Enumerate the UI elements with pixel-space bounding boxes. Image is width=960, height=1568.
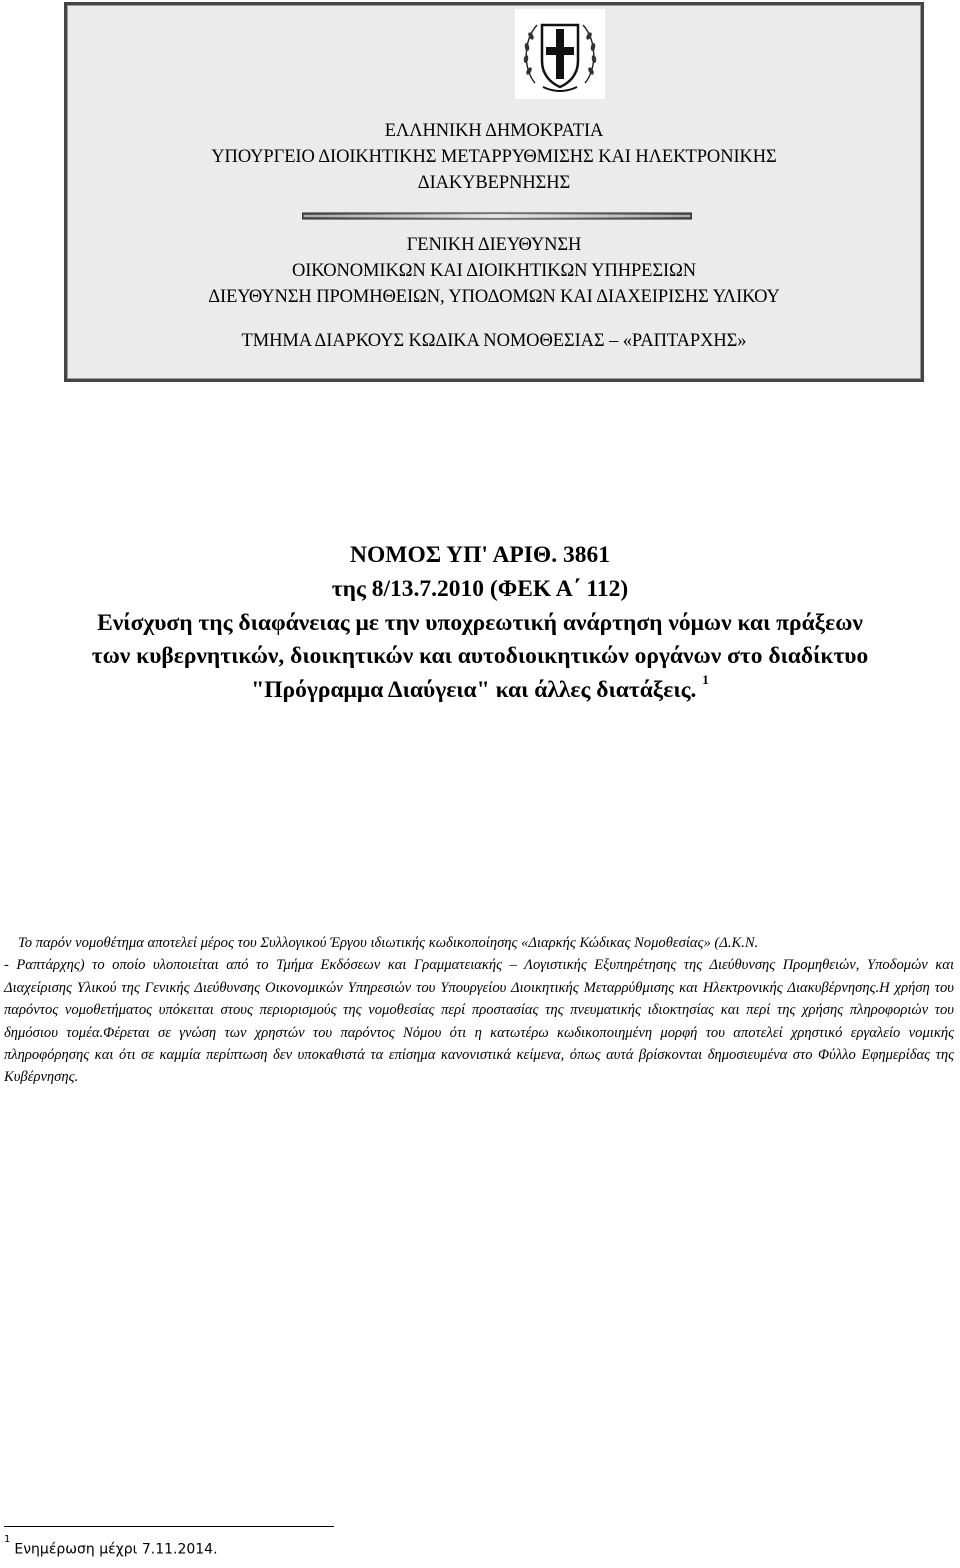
law-title-line2: των κυβερνητικών, διοικητικών και αυτοδιοικητικών οργάνων στο διαδίκτυο bbox=[91, 643, 869, 669]
footnote-separator bbox=[4, 1526, 334, 1527]
footnote bbox=[4, 1534, 218, 1558]
disclaimer-body: - Ραπτάρχης) το οποίο υλοποιείται από το Τμήμα Εκδόσεων και Γραμματειακής – Λογιστικής Εξυπηρέτησης της Διεύθυνσης Προμηθειών, Υποδομών και Διαχείρισης Υλικού της Γενικής Διεύθυνσης Οικονομικών Υπηρεσιών του Υπουργείου Διοικητικής Μεταρρύθμισης και Ηλεκτρονικής Διακυβέρνησης.Η χρήση του παρόντος νομοθετήματος υπόκειται στους περιορισμούς της νομοθεσίας περί προστασίας της πνευματικής ιδιοκτησίας και περί της χρήσης πληροφοριών του δημόσιου τομέα.Φέρεται σε γνώση των χρηστών του παρόντος Νόμου ότι η κατωτέρω κωδικοποιημένη μορφή του αποτελεί χρηστικό εργαλείο νομικής πληροφόρησης και ότι σε καμμία περίπτωση δεν υποκαθιστά τα επίσημα κανονιστικά κείμενα, όπως αυτά βρίσκονται δημοσιευμένα στο Φύλλο Εφημερίδας της Κυβέρνησης. bbox=[4, 957, 954, 1086]
header-general-directorate: ΓΕΝΙΚΗ ΔΙΕΥΘΥΝΣΗ bbox=[406, 235, 582, 255]
footnote-number: 1 bbox=[4, 1534, 11, 1545]
header-directorate: ΔΙΕΥΘΥΝΣΗ ΠΡΟΜΗΘΕΙΩΝ, ΥΠΟΔΟΜΩΝ ΚΑΙ ΔΙΑΧΕΙΡΙΣΗΣ ΥΛΙΚΟΥ bbox=[208, 287, 780, 307]
law-title-line3 bbox=[0, 672, 960, 704]
footnote-reference[interactable]: 1 bbox=[702, 672, 709, 687]
header-ministry-line1: ΥΠΟΥΡΓΕΙΟ ΔΙΟΙΚΗΤΙΚΗΣ ΜΕΤΑΡΡΥΘΜΙΣΗΣ ΚΑΙ ΗΛΕΚΤΡΟΝΙΚΗΣ bbox=[211, 147, 777, 167]
header-ministry-line2: ΔΙΑΚΥΒΕΡΝΗΣΗΣ bbox=[417, 173, 571, 193]
law-title-line3-text: "Πρόγραμμα Διαύγεια" και άλλες διατάξεις. bbox=[251, 676, 697, 703]
greek-state-emblem-icon bbox=[515, 9, 605, 99]
header-department: ΤΜΗΜΑ ΔΙΑΡΚΟΥΣ ΚΩΔΙΚΑ ΝΟΜΟΘΕΣΙΑΣ – «ΡΑΠΤΑΡΧΗΣ» bbox=[241, 331, 747, 351]
header-box bbox=[64, 2, 924, 382]
header-republic: ΕΛΛΗΝΙΚΗ ΔΗΜΟΚΡΑΤΙΑ bbox=[384, 121, 604, 141]
header-divider bbox=[302, 211, 692, 221]
law-title-line1: Ενίσχυση της διαφάνειας με την υποχρεωτική ανάρτηση νόμων και πράξεων bbox=[97, 610, 863, 636]
disclaimer-first-line: Το παρόν νομοθέτημα αποτελεί μέρος του Συλλογικού Έργου ιδιωτικής κωδικοποίησης «Διαρκής Κώδικας Νομοθεσίας» (Δ.Κ.Ν. bbox=[18, 935, 759, 951]
disclaimer-paragraph bbox=[4, 932, 954, 1089]
header-services: ΟΙΚΟΝΟΜΙΚΩΝ ΚΑΙ ΔΙΟΙΚΗΤΙΚΩΝ ΥΠΗΡΕΣΙΩΝ bbox=[291, 261, 697, 281]
law-number: ΝΟΜΟΣ ΥΠ' ΑΡΙΘ. 3861 bbox=[350, 542, 610, 568]
footnote-text: Ενημέρωση μέχρι 7.11.2014. bbox=[14, 1541, 218, 1558]
law-date: της 8/13.7.2010 (ΦΕΚ Α΄ 112) bbox=[331, 576, 629, 602]
